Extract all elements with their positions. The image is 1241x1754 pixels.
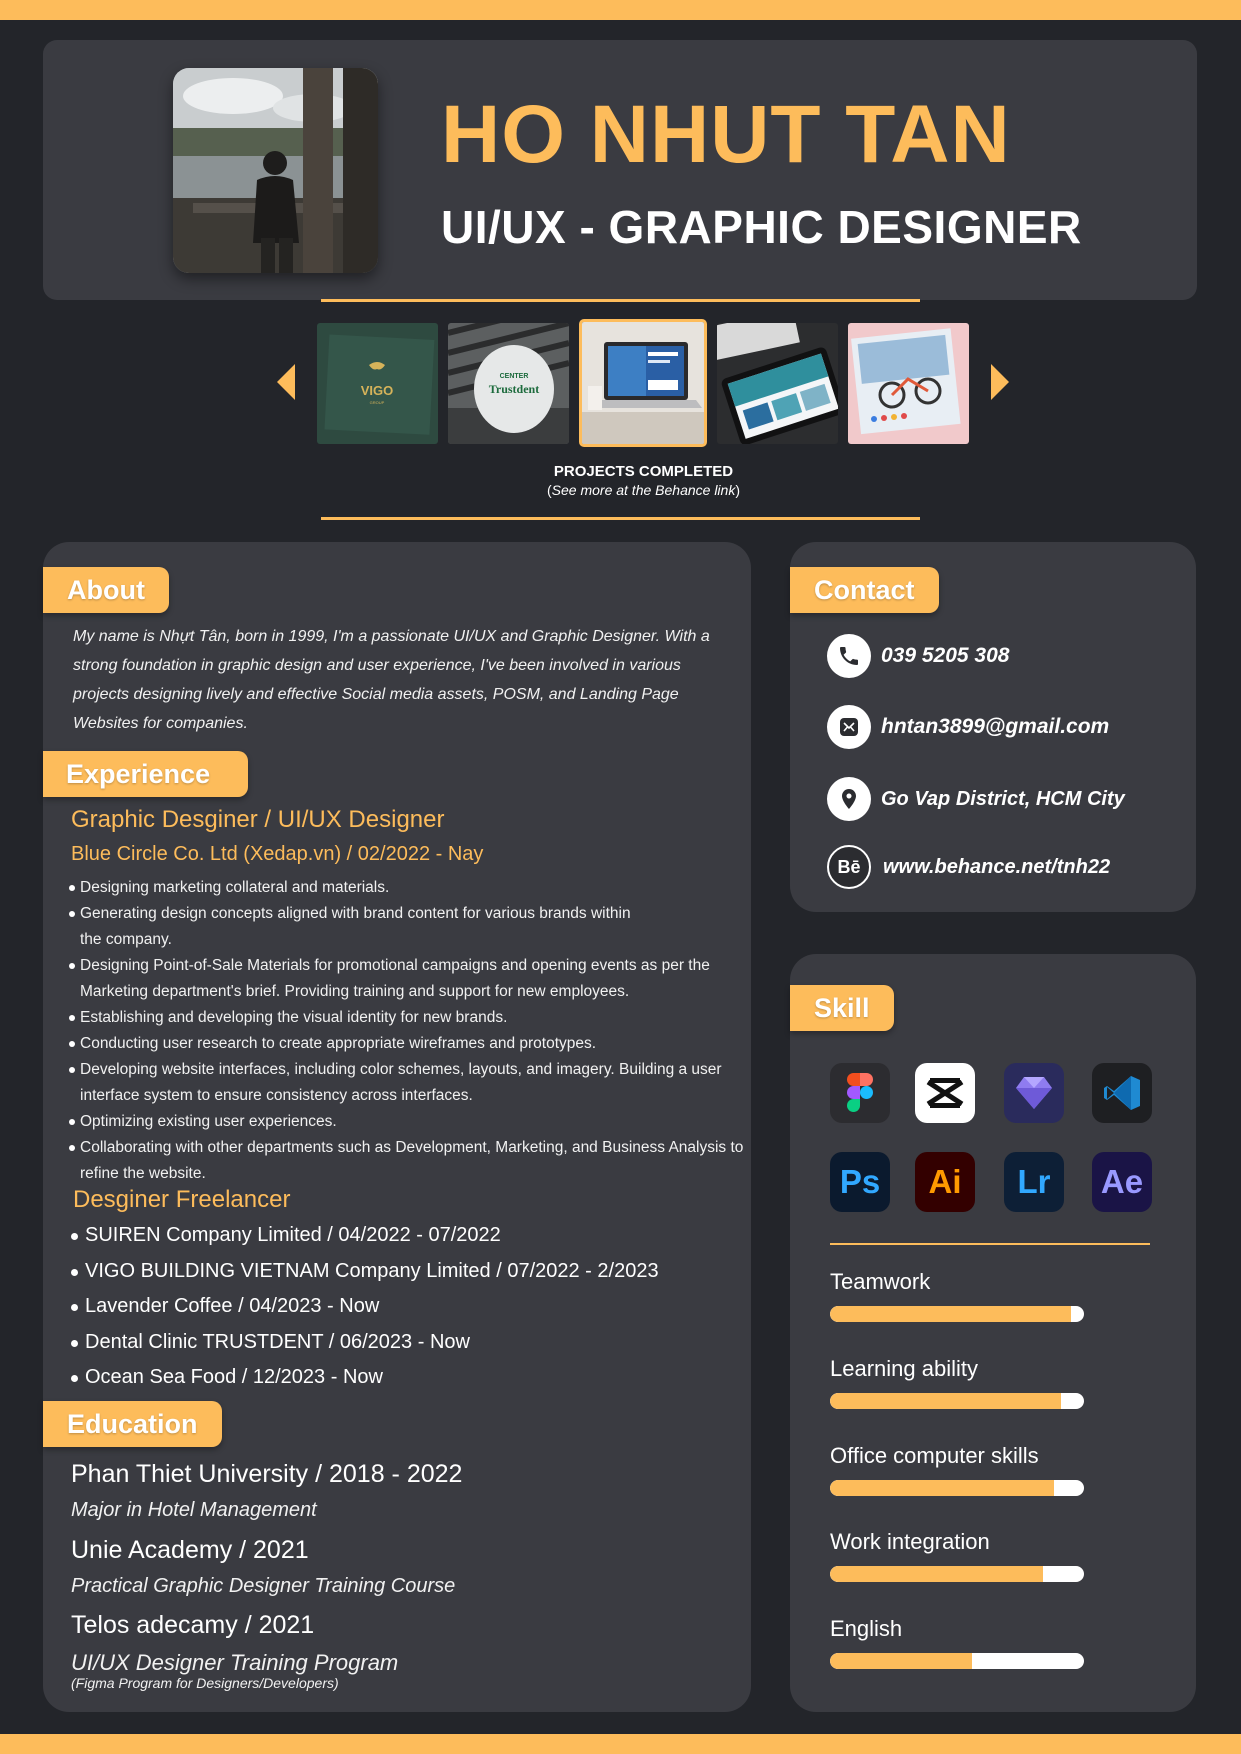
projects-top-divider (321, 299, 920, 302)
education-detail: Practical Graphic Designer Training Course (71, 1575, 456, 1597)
education-heading: Education (43, 1401, 222, 1447)
ps-label: Ps (839, 1163, 881, 1200)
contact-behance: www.behance.net/tnh22 (883, 855, 1111, 878)
trustdent-logo-text: Trustdent (488, 382, 540, 396)
education-detail: Major in Hotel Management (71, 1499, 317, 1521)
duty-item: Developing website interfaces, including color schemes, layouts, and imagery. Building a user interface system to ensure consistency across interfaces. (67, 1057, 747, 1109)
project-thumb-trustdent[interactable] (448, 323, 569, 444)
duty-item: Collaborating with other departments such as Development, Marketing, and Business Analysis to refine the website. (67, 1135, 747, 1187)
skill-label: Teamwork (830, 1269, 931, 1294)
project-thumb-social-post[interactable] (848, 323, 969, 444)
carousel-prev-arrow-icon[interactable] (277, 364, 295, 400)
skill-bar (830, 1480, 1084, 1496)
contact-email: hntan3899@gmail.com (881, 715, 1110, 738)
email-icon (827, 705, 871, 749)
skill-bar (830, 1393, 1084, 1409)
top-accent-bar (0, 0, 1241, 20)
education-school: Unie Academy / 2021 (71, 1536, 309, 1564)
skill-bar-fill (830, 1653, 972, 1669)
phone-icon (827, 634, 871, 678)
skill-bar-fill (830, 1393, 1061, 1409)
trustdent-top-text: CENTER (499, 373, 529, 380)
duty-item: Designing Point-of-Sale Materials for promotional campaigns and opening events as per the Marketing department's brief. Providing training and support for new employees. (67, 953, 747, 1005)
skill-divider (830, 1243, 1150, 1245)
education-note: (Figma Program for Designers/Developers) (71, 1675, 339, 1691)
about-text: My name is Nhựt Tân, born in 1999, I'm a passionate UI/UX and Graphic Designer. With a strong foundation in graphic design and user experience, I've been involved in various projects designing lively and effective Social media assets, POSM, and Landing Page Websites for companies. (73, 628, 710, 732)
duty-item: Conducting user research to create appropriate wireframes and prototypes. (67, 1031, 747, 1057)
header-card (43, 40, 1197, 300)
ae-label: Ae (1100, 1163, 1144, 1200)
job-company: Blue Circle Co. Ltd (Xedap.vn) / 02/2022 - Nay (71, 843, 484, 865)
education-school: Telos adecamy / 2021 (71, 1611, 315, 1639)
skill-bar (830, 1306, 1084, 1322)
education-school: Phan Thiet University / 2018 - 2022 (71, 1460, 463, 1488)
education-detail: UI/UX Designer Training Program (71, 1650, 399, 1675)
illustrator-icon (915, 1152, 975, 1212)
contact-location: Go Vap District, HCM City (881, 787, 1125, 810)
figma-icon (830, 1063, 890, 1123)
contact-location-row[interactable] (827, 777, 1125, 821)
duties-list (67, 875, 747, 1187)
skill-label: Office computer skills (830, 1443, 1039, 1468)
sketch-icon (1004, 1063, 1064, 1123)
client-item: SUIREN Company Limited / 04/2022 - 07/2022 (69, 1218, 659, 1254)
lr-label: Lr (1017, 1163, 1051, 1200)
skill-heading: Skill (790, 985, 894, 1031)
project-thumb-vigo[interactable] (317, 323, 438, 444)
about-heading: About (43, 567, 169, 613)
location-pin-icon (827, 777, 871, 821)
vscode-icon (1092, 1063, 1152, 1123)
carousel-next-arrow-icon[interactable] (991, 364, 1009, 400)
photoshop-icon (830, 1152, 890, 1212)
vigo-logo-text: VIGO (360, 383, 394, 398)
skill-label: Learning ability (830, 1356, 978, 1381)
job-title: Graphic Desginer / UI/UX Designer (71, 806, 445, 833)
behance-link-hint: See more at the Behance link (551, 482, 736, 498)
contact-behance-row[interactable] (827, 845, 1110, 889)
after-effects-icon (1092, 1152, 1152, 1212)
bottom-accent-bar (0, 1734, 1241, 1754)
duty-item: Establishing and developing the visual identity for new brands. (67, 1005, 747, 1031)
client-item: Dental Clinic TRUSTDENT / 06/2023 - Now (69, 1325, 659, 1361)
job-role: UI/UX - GRAPHIC DESIGNER (441, 201, 1082, 253)
projects-subtitle-close: ) (735, 482, 740, 498)
skill-bar-fill (830, 1480, 1054, 1496)
projects-title: PROJECTS COMPLETED (553, 463, 734, 480)
experience-heading: Experience (43, 751, 248, 797)
duty-item: Generating design concepts aligned with brand content for various brands within the company. (67, 901, 647, 953)
skill-bar-fill (830, 1306, 1071, 1322)
duty-item: Optimizing existing user experiences. (67, 1109, 747, 1135)
client-item: Lavender Coffee / 04/2023 - Now (69, 1289, 659, 1325)
behance-icon-text: Bē (837, 856, 861, 877)
projects-subtitle-open: ( (546, 482, 552, 498)
vigo-logo-subtext: GROUP (369, 400, 385, 405)
person-name: HO NHUT TAN (441, 89, 1011, 180)
contact-email-row[interactable] (827, 705, 1109, 749)
skill-label: Work integration (830, 1529, 990, 1554)
freelance-title: Desginer Freelancer (73, 1186, 291, 1213)
lightroom-icon (1004, 1152, 1064, 1212)
capcut-icon (915, 1063, 975, 1123)
behance-icon (827, 845, 871, 889)
project-thumb-website-laptop[interactable] (579, 319, 707, 447)
client-item: VIGO BUILDING VIETNAM Company Limited / 07/2022 - 2/2023 (69, 1254, 659, 1290)
contact-phone-row[interactable] (827, 634, 1009, 678)
project-thumb-tablet[interactable] (717, 323, 838, 444)
contact-heading: Contact (790, 567, 939, 613)
skill-label: English (830, 1616, 903, 1641)
clients-list (69, 1218, 659, 1396)
skill-bar (830, 1653, 1084, 1669)
ai-label: Ai (928, 1163, 962, 1200)
profile-photo (173, 68, 378, 273)
skill-bar (830, 1566, 1084, 1582)
projects-subtitle[interactable] (0, 482, 1241, 498)
skill-bar-fill (830, 1566, 1043, 1582)
duty-item: Designing marketing collateral and materials. (67, 875, 747, 901)
projects-bottom-divider (321, 517, 920, 520)
client-item: Ocean Sea Food / 12/2023 - Now (69, 1360, 659, 1396)
contact-phone: 039 5205 308 (881, 644, 1010, 667)
